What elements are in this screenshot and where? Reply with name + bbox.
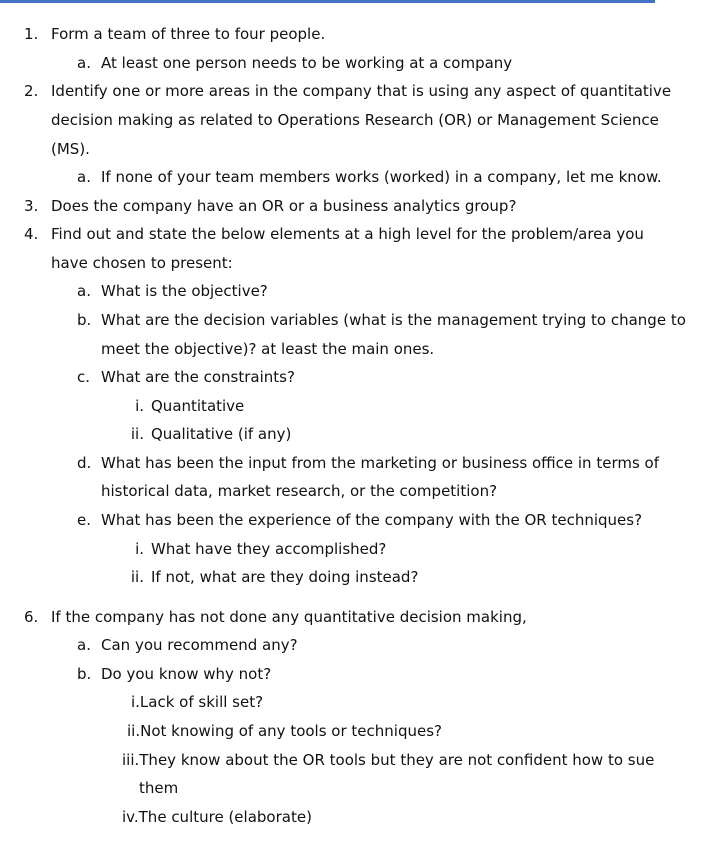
item-1-text: Form a team of three to four people. [51,25,326,43]
item-4c-letter: c. [77,368,91,386]
item-6a-letter: a. [77,636,91,654]
item-6a-text: Can you recommend any? [101,636,298,654]
item-2a-letter: a. [77,168,91,186]
item-4-number: 4. [24,225,39,243]
item-6b-iii-text-line1: iii.They know about the OR tools but they are not confident how to sue [122,751,655,769]
item-2a-text: If none of your team members works (worked) in a company, let me know. [101,168,662,186]
item-4c-ii-text: Qualitative (if any) [151,425,292,443]
item-4-text-line2: have chosen to present: [51,254,233,272]
item-4d-letter: d. [77,454,92,472]
top-accent-bar [0,0,655,3]
item-4b-text-line2: meet the objective)? at least the main ones. [101,340,435,358]
item-6-text: If the company has not done any quantitative decision making, [51,608,527,626]
item-6b-letter: b. [77,665,92,683]
item-4a-text: What is the objective? [101,282,268,300]
item-6b-text: Do you know why not? [101,665,272,683]
item-6b-iii-text-line2: them [139,779,179,797]
item-3-text: Does the company have an OR or a business analytics group? [51,197,517,215]
item-4c-i-text: Quantitative [151,397,245,415]
item-4c-text: What are the constraints? [101,368,295,386]
item-6b-ii-text: ii.Not knowing of any tools or techniques? [127,722,442,740]
item-4e-text: What has been the experience of the company with the OR techniques? [101,511,643,529]
item-4e-ii-numeral: ii. [130,568,144,586]
item-4c-ii-numeral: ii. [130,425,144,443]
item-4c-i-numeral: i. [135,397,144,415]
item-3-number: 3. [24,197,39,215]
item-2-number: 2. [24,82,39,100]
item-4d-text-line1: What has been the input from the marketing or business office in terms of [101,454,659,472]
item-4d-text-line2: historical data, market research, or the competition? [101,482,498,500]
item-2-text-line1: Identify one or more areas in the company that is using any aspect of quantitative [51,82,672,100]
item-6b-iv-text: iv.The culture (elaborate) [122,808,312,826]
item-4a-letter: a. [77,282,91,300]
item-2-text-line3: (MS). [51,140,90,158]
item-4b-text-line1: What are the decision variables (what is the management trying to change to [101,311,686,329]
item-4b-letter: b. [77,311,92,329]
item-4e-i-text: What have they accomplished? [151,540,387,558]
item-2-text-line2: decision making as related to Operations Research (OR) or Management Science [51,111,659,129]
item-1a-letter: a. [77,54,91,72]
item-6b-i-text: i.Lack of skill set? [131,693,264,711]
item-1-number: 1. [24,25,39,43]
item-6-number: 6. [24,608,39,626]
item-4e-i-numeral: i. [135,540,144,558]
item-4-text-line1: Find out and state the below elements at a high level for the problem/area you [51,225,644,243]
item-1a-text: At least one person needs to be working at a company [101,54,513,72]
item-4e-letter: e. [77,511,91,529]
item-4e-ii-text: If not, what are they doing instead? [151,568,419,586]
